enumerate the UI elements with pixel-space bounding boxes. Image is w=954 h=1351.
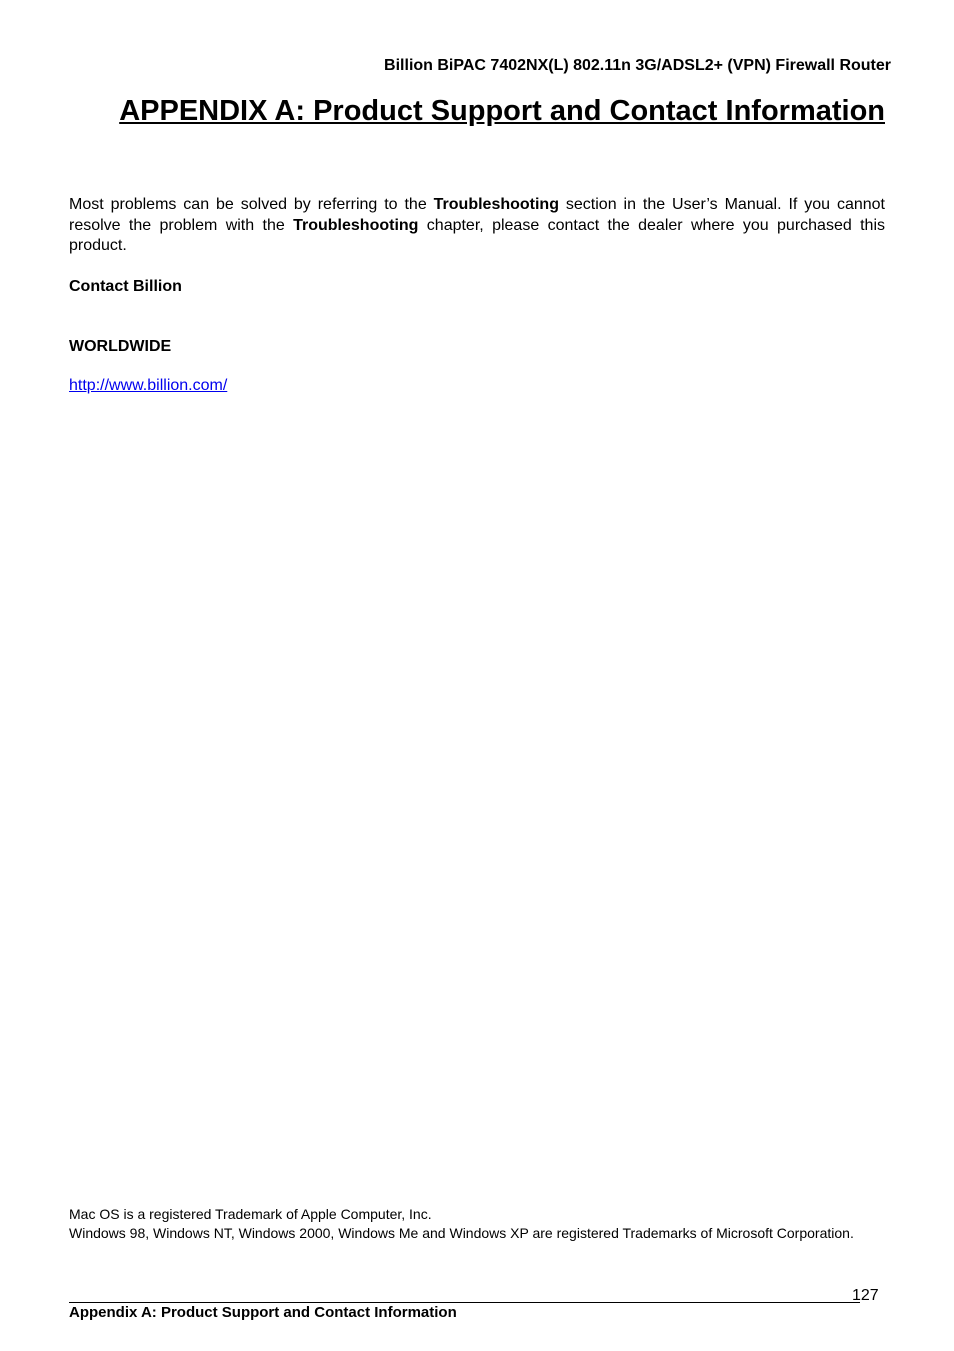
trademark-line-2: Windows 98, Windows NT, Windows 2000, Windows Me and Windows XP are registered Trademarks of Microsoft Corporation. xyxy=(69,1224,854,1241)
website-link[interactable]: http://www.billion.com/ xyxy=(69,377,228,394)
contact-heading: Contact Billion xyxy=(69,278,182,295)
trademark-line-1: Mac OS is a registered Trademark of Apple Computer, Inc. xyxy=(69,1206,432,1222)
page-title: APPENDIX A: Product Support and Contact Information xyxy=(119,95,885,127)
intro-text-2: section in the User’s Manual. If you cannot resolve the problem with the xyxy=(69,196,886,234)
footer-divider xyxy=(69,1302,860,1303)
intro-text-3: chapter, please contact the dealer where you purchased this product. xyxy=(69,216,886,254)
page-number: 127 xyxy=(852,1287,879,1304)
intro-bold-troubleshooting-1: Troubleshooting xyxy=(433,196,559,213)
running-header: Billion BiPAC 7402NX(L) 802.11n 3G/ADSL2+ (VPN) Firewall Router xyxy=(384,57,891,74)
region-heading: WORLDWIDE xyxy=(69,338,172,355)
intro-text-1: Most problems can be solved by referring to the xyxy=(69,196,434,213)
trademarks-note xyxy=(69,1205,885,1242)
intro-bold-troubleshooting-2: Troubleshooting xyxy=(293,216,419,234)
footer-section-title: Appendix A: Product Support and Contact Information xyxy=(69,1304,457,1321)
intro-paragraph xyxy=(69,195,885,257)
